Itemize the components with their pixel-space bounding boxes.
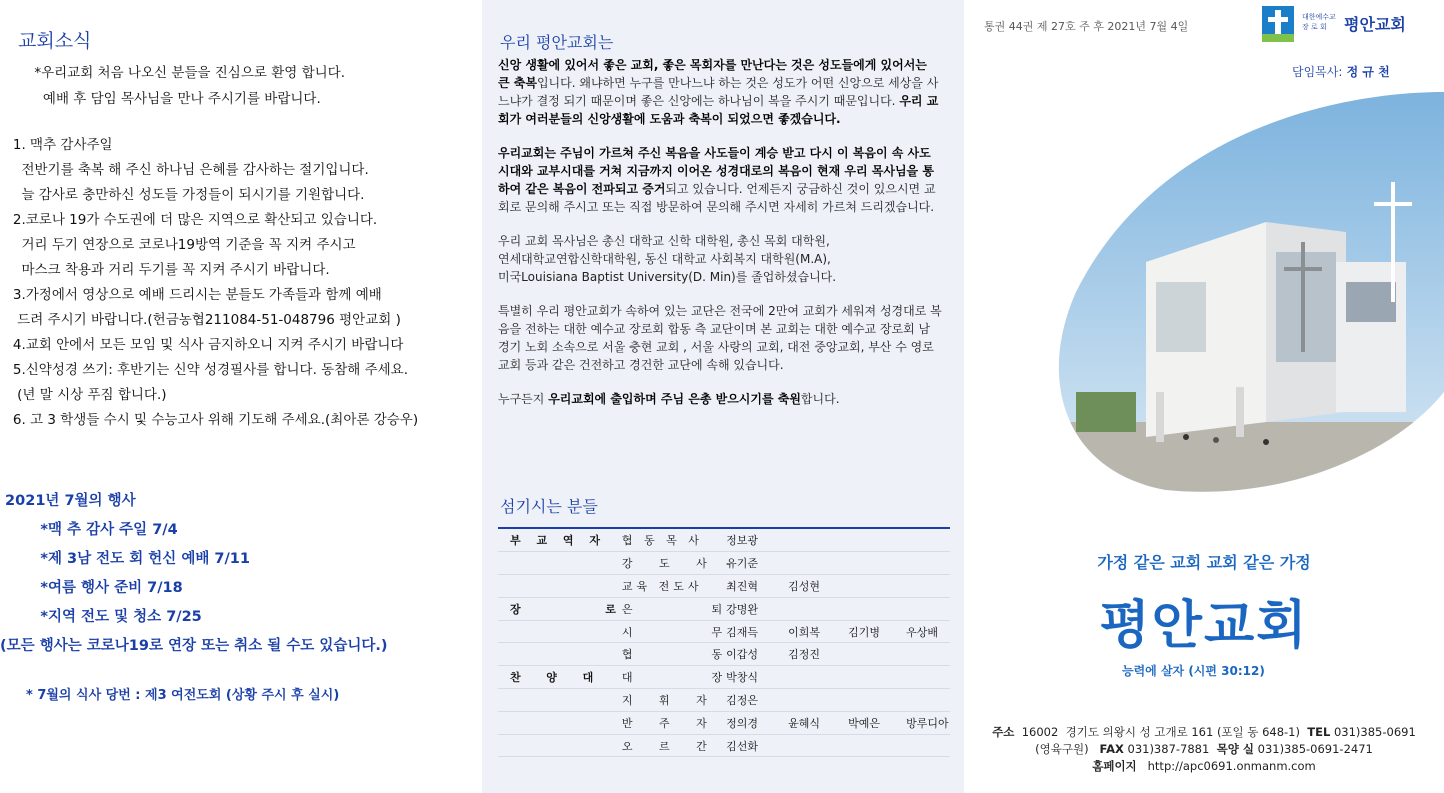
news-item: 2.코로나 19가 수도권에 더 많은 지역으로 확산되고 있습니다.	[0, 212, 378, 228]
servers-person	[788, 689, 848, 712]
events-line: *지역 전도 및 청소 7/25	[0, 609, 202, 625]
about-paragraph: 우리교회는 주님이 가르쳐 주신 복음을 사도들이 계승 받고 다시 이 복음이 속 사도시대와 교부시대를 거쳐 지금까지 이어온 성경대로의 복음이 현재 우리 목사님을 통하여 같은 복음이 전파되고 증거되고 있습니다. 언제든지 궁금하신 것이 있으시면 교회로 문의해 주시고 또는 직접 방문하여 문의해 주시면 자세히 가르쳐 드리겠습니다.	[498, 146, 936, 214]
servers-person: 박창식	[726, 666, 788, 689]
servers-person	[906, 597, 950, 620]
servers-row	[498, 689, 950, 712]
church-slogan: 가정 같은 교회 교회 같은 가정	[1097, 553, 1311, 572]
events-line: *맥 추 감사 주일 7/4	[0, 522, 178, 538]
church-building-image	[1036, 92, 1444, 492]
servers-row	[498, 620, 950, 643]
news-item: 4.교회 안에서 모든 모임 및 식사 금지하오니 지켜 주시기 바랍니다	[0, 337, 404, 353]
church-logo	[1262, 4, 1440, 42]
servers-role: 시 무	[622, 620, 726, 643]
news-panel	[0, 0, 482, 793]
servers-person	[848, 689, 906, 712]
servers-row	[498, 666, 950, 689]
servers-person: 정보광	[726, 529, 788, 552]
servers-person: 박예은	[848, 711, 906, 734]
servers-person: 김재득	[726, 620, 788, 643]
servers-person	[848, 552, 906, 575]
servers-role: 협 동	[622, 643, 726, 666]
servers-role: 협 동 목 사	[622, 529, 726, 552]
news-item: 드려 주시기 바랍니다.(헌금농협211084-51-048796 평안교회 )	[0, 312, 401, 328]
welcome-message	[0, 60, 345, 112]
servers-group: 찬 양 대	[498, 666, 622, 689]
events-line: *여름 행사 준비 7/18	[0, 580, 183, 596]
servers-person	[848, 734, 906, 757]
about-panel	[482, 0, 964, 793]
servers-role: 은 퇴	[622, 597, 726, 620]
servers-person: 유기준	[726, 552, 788, 575]
news-item: 3.가정에서 영상으로 예배 드리시는 분들도 가족들과 함께 예배	[0, 287, 382, 303]
servers-group	[498, 575, 622, 598]
servers-row	[498, 643, 950, 666]
cover-panel	[964, 0, 1444, 793]
servers-title: 섬기시는 분들	[500, 497, 598, 516]
servers-person	[788, 529, 848, 552]
servers-role: 오 르 간	[622, 734, 726, 757]
servers-person	[906, 734, 950, 757]
servers-person: 방루디아	[906, 711, 950, 734]
servers-person: 김정은	[726, 689, 788, 712]
homepage-url[interactable]: http://apc0691.onmanm.com	[1136, 759, 1316, 773]
servers-person: 김기병	[848, 620, 906, 643]
servers-person	[906, 552, 950, 575]
bible-verse: 능력에 살자 (시편 30:12)	[1122, 664, 1265, 678]
servers-person: 강명완	[726, 597, 788, 620]
fax-line	[964, 741, 1444, 758]
servers-person: 김성현	[788, 575, 848, 598]
servers-person	[788, 734, 848, 757]
pastor-info	[1292, 63, 1390, 80]
servers-person	[848, 575, 906, 598]
servers-person	[848, 666, 906, 689]
servers-role: 대 장	[622, 666, 726, 689]
servers-row	[498, 711, 950, 734]
study-label: 목양 실	[1216, 742, 1254, 756]
events-line: (모든 행사는 코로나19로 연장 또는 취소 될 수도 있습니다.)	[0, 638, 388, 654]
servers-person	[848, 529, 906, 552]
meal-duty: * 7월의 식사 당번 : 제3 여전도회 (상황 주시 후 실시)	[26, 688, 340, 703]
news-item: 5.신약성경 쓰기: 후반기는 신약 성경필사를 합니다. 동참해 주세요.	[0, 362, 408, 378]
servers-group	[498, 734, 622, 757]
servers-role: 반 주 자	[622, 711, 726, 734]
events-line: 2021년 7월의 행사	[0, 493, 136, 509]
tel-label: TEL	[1307, 725, 1331, 739]
church-name-title: 평안교회	[1099, 595, 1309, 656]
fax-number: 031)387-7881	[1123, 742, 1217, 756]
about-paragraph: 우리 교회 목사님은 총신 대학교 신학 대학원, 총신 목회 대학원, 연세대학교연합신학대학원, 동신 대학교 사회복지 대학원(M.A), 미국Louisiana Baptist University(D. Min)를 졸업하셨습니다.	[498, 234, 837, 284]
servers-row	[498, 734, 950, 757]
address-text: 16002 경기도 의왕시 성 고개로 161 (포일 동 648-1)	[1014, 725, 1308, 739]
welcome-line: *우리교회 처음 나오신 분들을 진심으로 환영 합니다.	[0, 65, 345, 81]
servers-person	[906, 689, 950, 712]
pastor-label: 담임목사:	[1292, 65, 1343, 79]
about-body	[498, 56, 942, 424]
servers-row	[498, 529, 950, 552]
contact-info	[964, 724, 1444, 775]
news-item: 늘 감사로 충만하신 성도들 가정들이 되시기를 기원합니다.	[0, 187, 365, 203]
news-item: 거리 두기 연장으로 코로나19방역 기준을 꼭 지켜 주시고	[0, 237, 356, 253]
servers-person: 우상배	[906, 620, 950, 643]
about-paragraph: 특별히 우리 평안교회가 속하여 있는 교단은 전국에 2만여 교회가 세워져 성경대로 복음을 전하는 대한 예수교 장로회 합동 측 교단이며 본 교회는 대한 예수교 장로회 남 경기 노회 소속으로 서울 충현 교회 , 서울 사랑의 교회, 대전 중앙교회, 부산 수 영로 교회 등과 같은 건전하고 경건한 교단에 속해 있습니다.	[498, 304, 942, 372]
address-label: 주소	[992, 725, 1015, 739]
servers-person	[788, 597, 848, 620]
news-item: 마스크 착용과 거리 두기를 꼭 지켜 주시기 바랍니다.	[0, 262, 330, 278]
servers-person: 이희복	[788, 620, 848, 643]
homepage-line	[964, 758, 1444, 775]
fax-label: FAX	[1099, 742, 1124, 756]
servers-group	[498, 643, 622, 666]
fax-prefix: (영육구원)	[1035, 742, 1100, 756]
servers-person	[906, 575, 950, 598]
tel-number: 031)385-0691	[1330, 725, 1416, 739]
servers-row	[498, 597, 950, 620]
news-item: 1. 맥추 감사주일	[0, 137, 113, 153]
servers-table	[498, 529, 950, 757]
news-item: (년 말 시상 푸짐 합니다.)	[0, 387, 167, 403]
servers-person	[848, 643, 906, 666]
servers-person: 김정진	[788, 643, 848, 666]
servers-group	[498, 689, 622, 712]
servers-person: 김선화	[726, 734, 788, 757]
servers-group	[498, 711, 622, 734]
servers-group: 장 로	[498, 597, 622, 620]
servers-person	[906, 643, 950, 666]
news-item: 6. 고 3 학생들 수시 및 수능고사 위해 기도해 주세요.(최아론 강승우)	[0, 412, 419, 428]
servers-person	[848, 597, 906, 620]
study-number: 031)385-0691-2471	[1253, 742, 1373, 756]
servers-person	[788, 666, 848, 689]
welcome-line: 예배 후 담임 목사님을 만나 주시기를 바랍니다.	[0, 91, 321, 107]
servers-role: 교육 전도사	[622, 575, 726, 598]
servers-group	[498, 552, 622, 575]
servers-person	[906, 529, 950, 552]
cross-logo-icon	[1262, 6, 1294, 42]
servers-role: 강 도 사	[622, 552, 726, 575]
events-list	[0, 487, 387, 661]
about-paragraph: 신앙 생활에 있어서 좋은 교회, 좋은 목회자를 만난다는 것은 성도들에게 있어서는 큰 축복입니다. 왜냐하면 누구를 만나느냐 하는 것은 성도가 어떤 신앙으로 세상을 사느냐가 결정 되기 때문이며 좋은 신앙에는 하나님이 복을 주시기 때문입니다. 우리 교회가 여러분들의 신앙생활에 도움과 축복이 되었으면 좋겠습니다.	[498, 58, 939, 126]
about-title: 우리 평안교회는	[500, 33, 614, 52]
servers-person: 최진혁	[726, 575, 788, 598]
issue-info: 통권 44권 제 27호 주 후 2021년 7월 4일	[984, 20, 1189, 33]
address-line	[964, 724, 1444, 741]
logo-church-name: 평안교회	[1344, 15, 1406, 34]
servers-person	[788, 552, 848, 575]
denomination-label: 대한예수교 장 로 회	[1302, 13, 1336, 31]
servers-row	[498, 575, 950, 598]
about-paragraph: 누구든지 우리교회에 출입하며 주님 은총 받으시기를 축원합니다.	[498, 392, 840, 406]
news-title: 교회소식	[18, 30, 92, 52]
news-list	[0, 133, 418, 433]
servers-person: 윤혜식	[788, 711, 848, 734]
servers-person: 이갑성	[726, 643, 788, 666]
events-line: *제 3남 전도 회 헌신 예배 7/11	[0, 551, 250, 567]
servers-group	[498, 620, 622, 643]
pastor-name: 정 규 천	[1342, 65, 1390, 79]
servers-person	[906, 666, 950, 689]
servers-row	[498, 552, 950, 575]
servers-person: 정의경	[726, 711, 788, 734]
servers-group: 부 교 역 자	[498, 529, 622, 552]
news-item: 전반기를 축복 해 주신 하나님 은혜를 감사하는 절기입니다.	[0, 162, 369, 178]
servers-role: 지 휘 자	[622, 689, 726, 712]
homepage-label: 홈페이지	[1092, 759, 1137, 773]
